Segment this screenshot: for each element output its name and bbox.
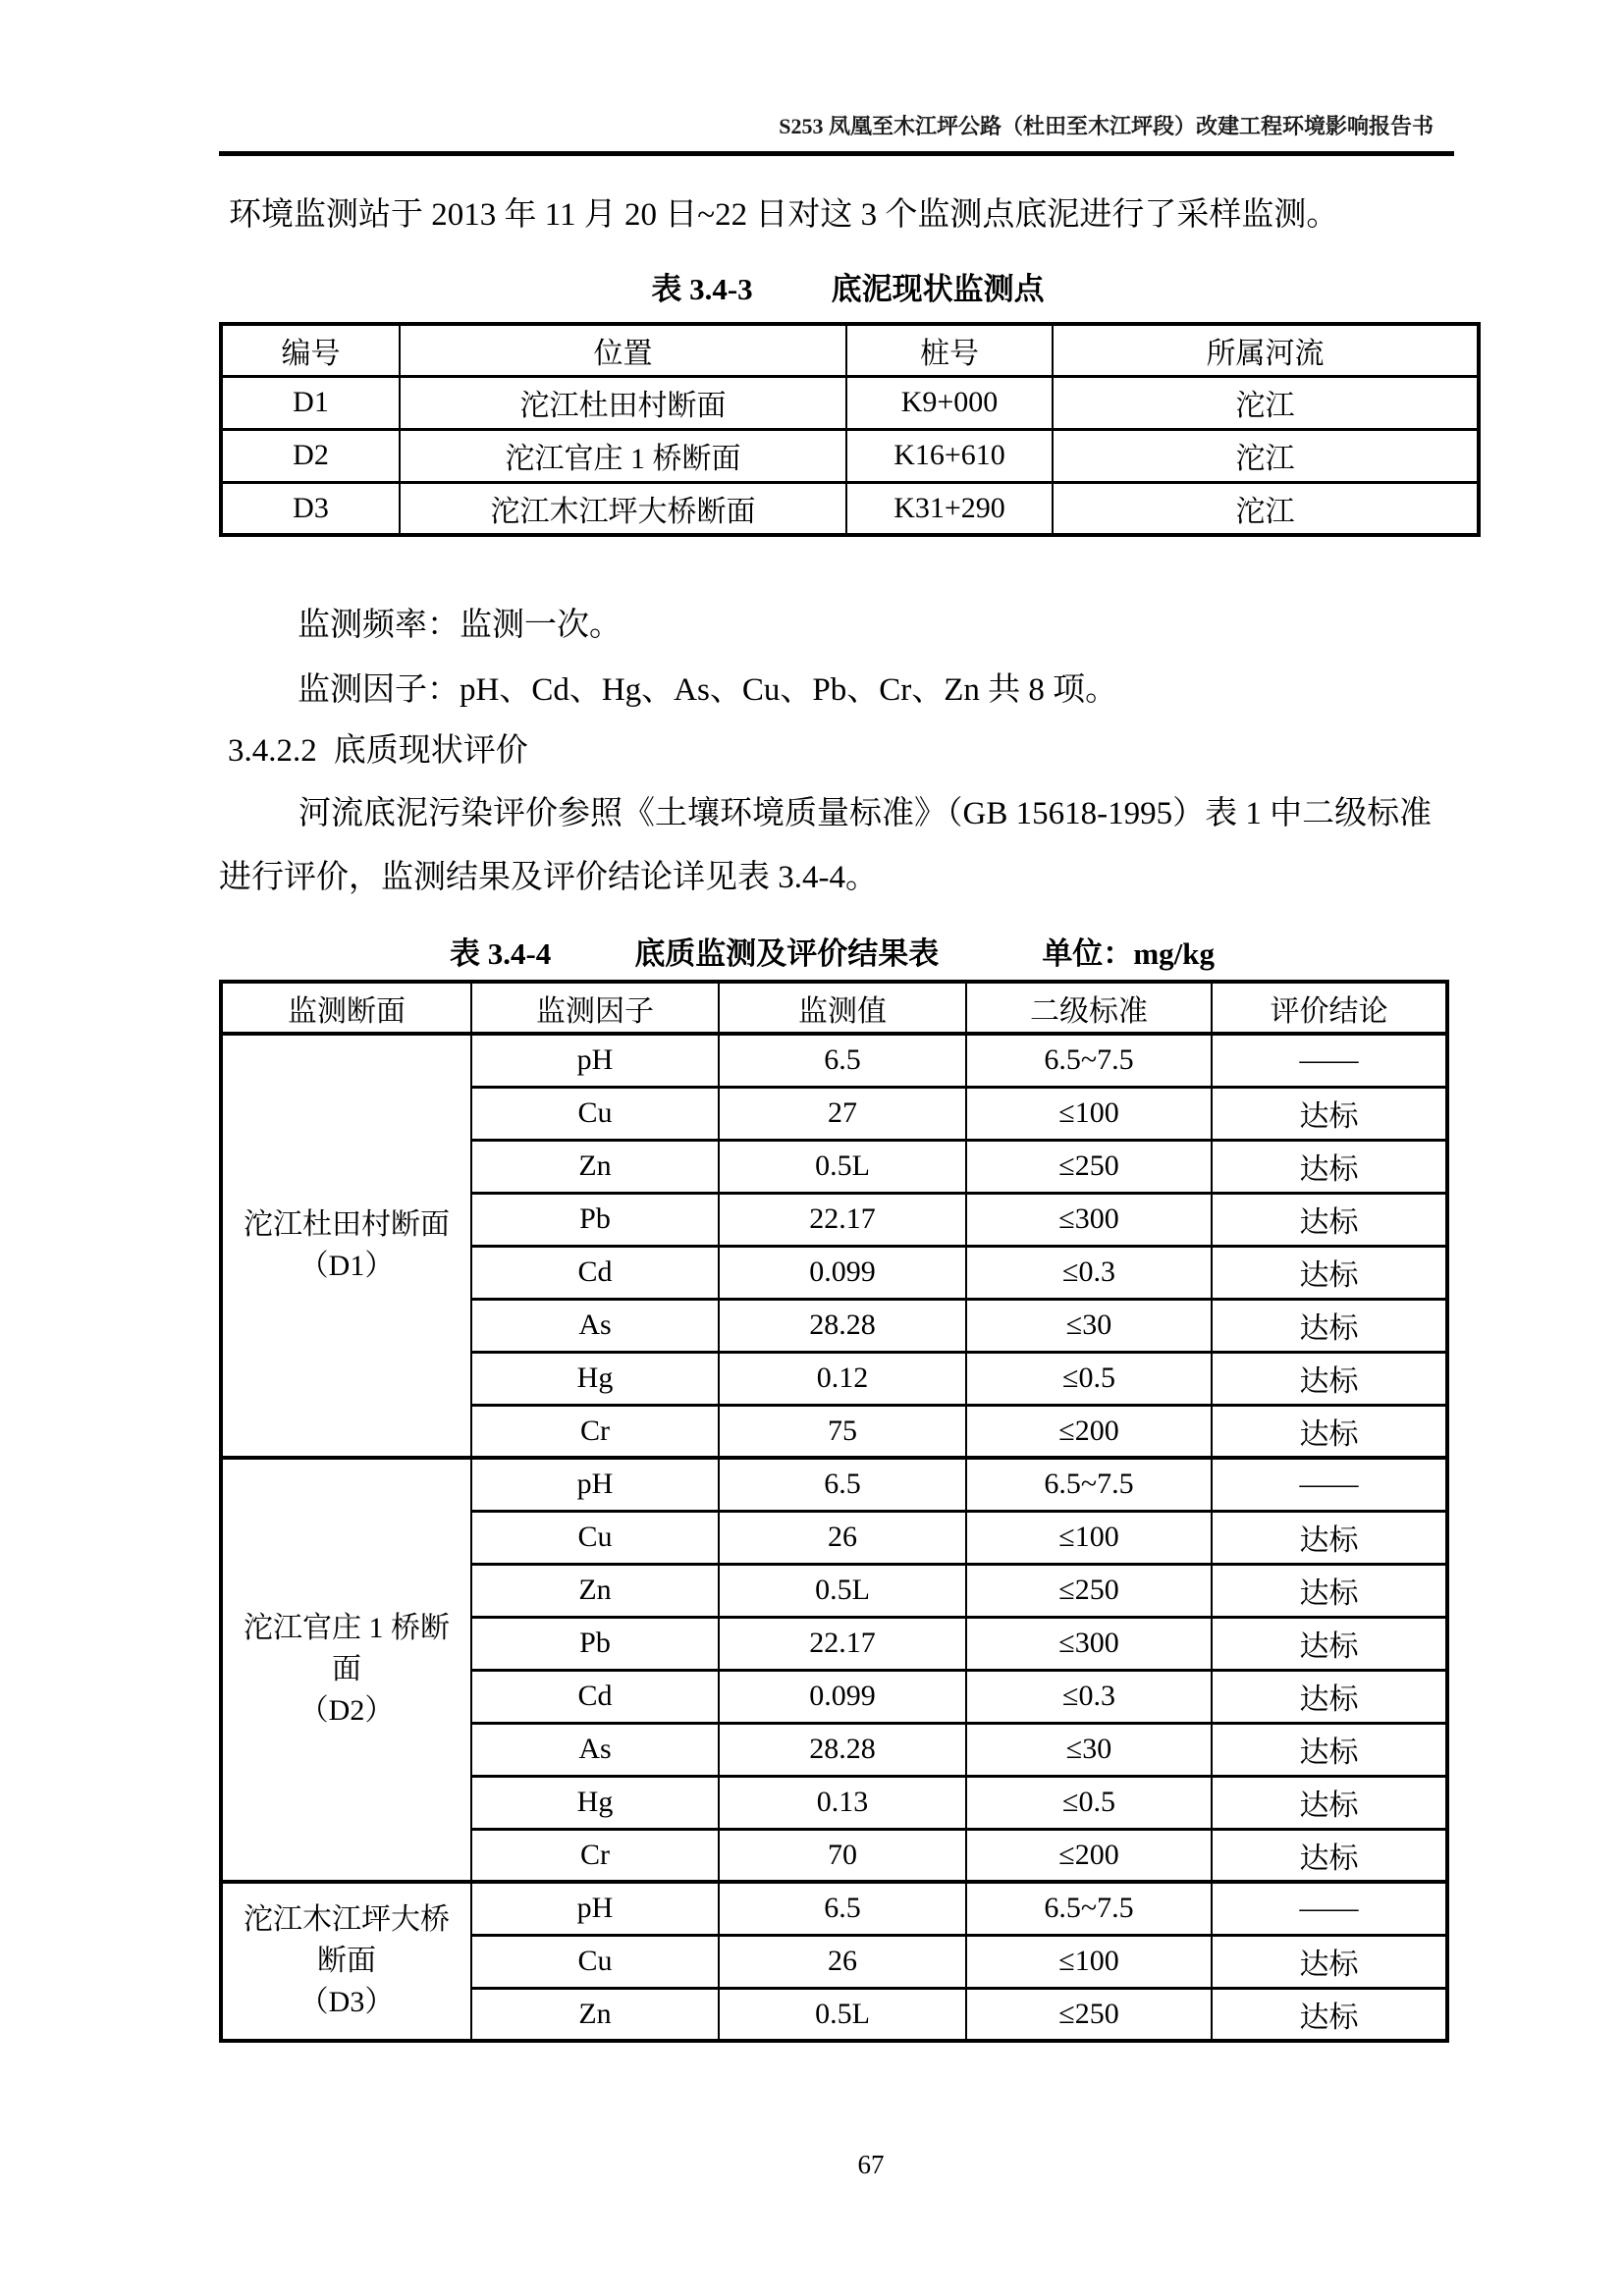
factors-paragraph: 监测因子：pH、Cd、Hg、As、Cu、Pb、Cr、Zn 共 8 项。 — [298, 672, 1118, 708]
page-number: 67 — [857, 2150, 885, 2179]
table-cell: Zn — [471, 1988, 719, 2041]
table-row — [221, 1458, 1447, 1511]
table-cell: Cu — [471, 1935, 719, 1988]
table-cell: As — [471, 1299, 719, 1352]
table-cell: Cd — [471, 1670, 719, 1723]
table-cell: 沱江木江坪大桥断面 — [400, 482, 846, 535]
table-cell: Hg — [471, 1776, 719, 1829]
table-cell: 28.28 — [719, 1723, 966, 1776]
table-cell: 0.099 — [719, 1670, 966, 1723]
table-cell: Cd — [471, 1246, 719, 1299]
table-cell: —— — [1212, 1458, 1447, 1511]
section-cell — [221, 1034, 471, 1458]
table-cell: ≤0.3 — [966, 1670, 1212, 1723]
table-group — [221, 1882, 1447, 2041]
section-heading-number: 3.4.2.2 — [228, 733, 317, 769]
table-cell: 达标 — [1212, 1193, 1447, 1246]
table-cell: ≤30 — [966, 1723, 1212, 1776]
section-cell — [221, 1458, 471, 1882]
table-cell: 达标 — [1212, 1935, 1447, 1988]
table-cell: ≤30 — [966, 1299, 1212, 1352]
table-row — [221, 376, 1479, 429]
table-cell: Cr — [471, 1405, 719, 1458]
intro-paragraph: 环境监测站于 2013 年 11 月 20 日~22 日对这 3 个监测点底泥进行了采样监测。 — [229, 197, 1339, 233]
table-cell: ≤250 — [966, 1988, 1212, 2041]
table-cell: ≤0.5 — [966, 1776, 1212, 1829]
section-heading-text: 底质现状评价 — [333, 733, 528, 769]
table-cell: 6.5~7.5 — [966, 1882, 1212, 1935]
table-cell: 22.17 — [719, 1617, 966, 1670]
evaluation-paragraph-line2: 进行评价，监测结果及评价结论详见表 3.4-4。 — [219, 860, 878, 895]
table-cell: 达标 — [1212, 1246, 1447, 1299]
table-cell: 6.5~7.5 — [966, 1458, 1212, 1511]
column-header: 编号 — [221, 324, 400, 376]
table-cell: 达标 — [1212, 1352, 1447, 1405]
table-cell: pH — [471, 1458, 719, 1511]
table-cell: 沱江 — [1053, 376, 1479, 429]
header-row — [221, 324, 1479, 376]
table-cell: ≤100 — [966, 1935, 1212, 1988]
table-cell: 达标 — [1212, 1299, 1447, 1352]
table2-caption: 底质监测及评价结果表 — [634, 936, 940, 971]
table-row — [221, 482, 1479, 535]
table-cell: Zn — [471, 1140, 719, 1193]
unit-value: mg/kg — [1133, 936, 1215, 971]
table1-label: 表 3.4-3 — [651, 272, 753, 306]
frequency-paragraph: 监测频率：监测一次。 — [298, 608, 622, 643]
column-header: 评价结论 — [1212, 982, 1447, 1034]
table-cell: ≤0.5 — [966, 1352, 1212, 1405]
table1-title — [219, 264, 1477, 308]
sediment-results-table — [219, 980, 1449, 2043]
table-cell: 6.5~7.5 — [966, 1034, 1212, 1087]
table-cell: 28.28 — [719, 1299, 966, 1352]
table-cell: ≤0.3 — [966, 1246, 1212, 1299]
table-row — [221, 1034, 1447, 1087]
table-cell: 达标 — [1212, 1087, 1447, 1140]
column-header: 桩号 — [846, 324, 1053, 376]
section-name: 沱江杜田村断面 — [244, 1208, 450, 1241]
table-cell: ≤300 — [966, 1193, 1212, 1246]
table-cell: Cu — [471, 1087, 719, 1140]
table-cell: 达标 — [1212, 1140, 1447, 1193]
table-cell: 达标 — [1212, 1776, 1447, 1829]
table-cell: —— — [1212, 1882, 1447, 1935]
table-cell: Zn — [471, 1564, 719, 1617]
table-cell: D1 — [221, 376, 400, 429]
table-cell: Pb — [471, 1193, 719, 1246]
table-cell: 0.5L — [719, 1988, 966, 2041]
column-header: 所属河流 — [1053, 324, 1479, 376]
table-cell: 0.099 — [719, 1246, 966, 1299]
table-cell: ≤250 — [966, 1564, 1212, 1617]
table-cell: 6.5 — [719, 1882, 966, 1935]
table-cell: 沱江官庄 1 桥断面 — [400, 429, 846, 482]
table-cell: 27 — [719, 1087, 966, 1140]
table-cell: K31+290 — [846, 482, 1053, 535]
table-cell: K9+000 — [846, 376, 1053, 429]
table-cell: K16+610 — [846, 429, 1053, 482]
section-cell — [221, 1882, 471, 2041]
table2-unit — [1042, 929, 1215, 973]
table-cell: Cr — [471, 1829, 719, 1882]
table-cell: ≤200 — [966, 1829, 1212, 1882]
column-header: 监测值 — [719, 982, 966, 1034]
table-cell: 6.5 — [719, 1034, 966, 1087]
table-cell: 达标 — [1212, 1511, 1447, 1564]
table-cell: 70 — [719, 1829, 966, 1882]
table-cell: Cu — [471, 1511, 719, 1564]
unit-label: 单位： — [1042, 936, 1134, 971]
table-cell: D3 — [221, 482, 400, 535]
page-header-title: S253 凤凰至木江坪公路（杜田至木江坪段）改建工程环境影响报告书 — [779, 114, 1434, 138]
table-cell: ≤300 — [966, 1617, 1212, 1670]
table-cell: 达标 — [1212, 1670, 1447, 1723]
table-cell: 达标 — [1212, 1829, 1447, 1882]
table1-caption: 底泥现状监测点 — [831, 272, 1045, 306]
table-cell: 26 — [719, 1935, 966, 1988]
table2-label: 表 3.4-4 — [449, 936, 552, 971]
table-cell: Hg — [471, 1352, 719, 1405]
section-name: 沱江官庄 1 桥断面 — [244, 1612, 450, 1685]
table2-title — [219, 929, 1445, 973]
table-cell: Pb — [471, 1617, 719, 1670]
table-cell: As — [471, 1723, 719, 1776]
table-cell: 0.5L — [719, 1564, 966, 1617]
table-cell: 达标 — [1212, 1988, 1447, 2041]
sediment-monitoring-points-table — [219, 322, 1481, 537]
table-cell: D2 — [221, 429, 400, 482]
section-code: （D3） — [298, 1986, 395, 2018]
table-group — [221, 1458, 1447, 1882]
table-cell: ≤250 — [966, 1140, 1212, 1193]
table-group — [221, 1034, 1447, 1458]
table-cell: 75 — [719, 1405, 966, 1458]
table-cell: 26 — [719, 1511, 966, 1564]
table-cell: 达标 — [1212, 1617, 1447, 1670]
table-cell: 0.13 — [719, 1776, 966, 1829]
column-header: 位置 — [400, 324, 846, 376]
section-name: 沱江木江坪大桥断面 — [244, 1903, 450, 1977]
table-cell: 6.5 — [719, 1458, 966, 1511]
table-cell: 达标 — [1212, 1723, 1447, 1776]
header-row — [221, 982, 1447, 1034]
table-cell: 0.12 — [719, 1352, 966, 1405]
evaluation-paragraph-line1: 河流底泥污染评价参照《土壤环境质量标准》（GB 15618-1995）表 1 中二级标准 — [298, 796, 1433, 831]
table-row — [221, 429, 1479, 482]
table-cell: —— — [1212, 1034, 1447, 1087]
column-header: 二级标准 — [966, 982, 1212, 1034]
section-heading — [228, 731, 528, 771]
table-cell: 沱江 — [1053, 429, 1479, 482]
column-header: 监测断面 — [221, 982, 471, 1034]
table-cell: ≤100 — [966, 1087, 1212, 1140]
section-code: （D1） — [298, 1250, 395, 1282]
section-code: （D2） — [298, 1694, 395, 1727]
table-cell: pH — [471, 1882, 719, 1935]
table-cell: pH — [471, 1034, 719, 1087]
table-cell: 达标 — [1212, 1564, 1447, 1617]
table-cell: 达标 — [1212, 1405, 1447, 1458]
table-row — [221, 1882, 1447, 1935]
table-cell: ≤100 — [966, 1511, 1212, 1564]
header-rule — [219, 151, 1454, 156]
table-cell: 沱江 — [1053, 482, 1479, 535]
column-header: 监测因子 — [471, 982, 719, 1034]
table-cell: ≤200 — [966, 1405, 1212, 1458]
table-cell: 0.5L — [719, 1140, 966, 1193]
table-cell: 22.17 — [719, 1193, 966, 1246]
table-cell: 沱江杜田村断面 — [400, 376, 846, 429]
